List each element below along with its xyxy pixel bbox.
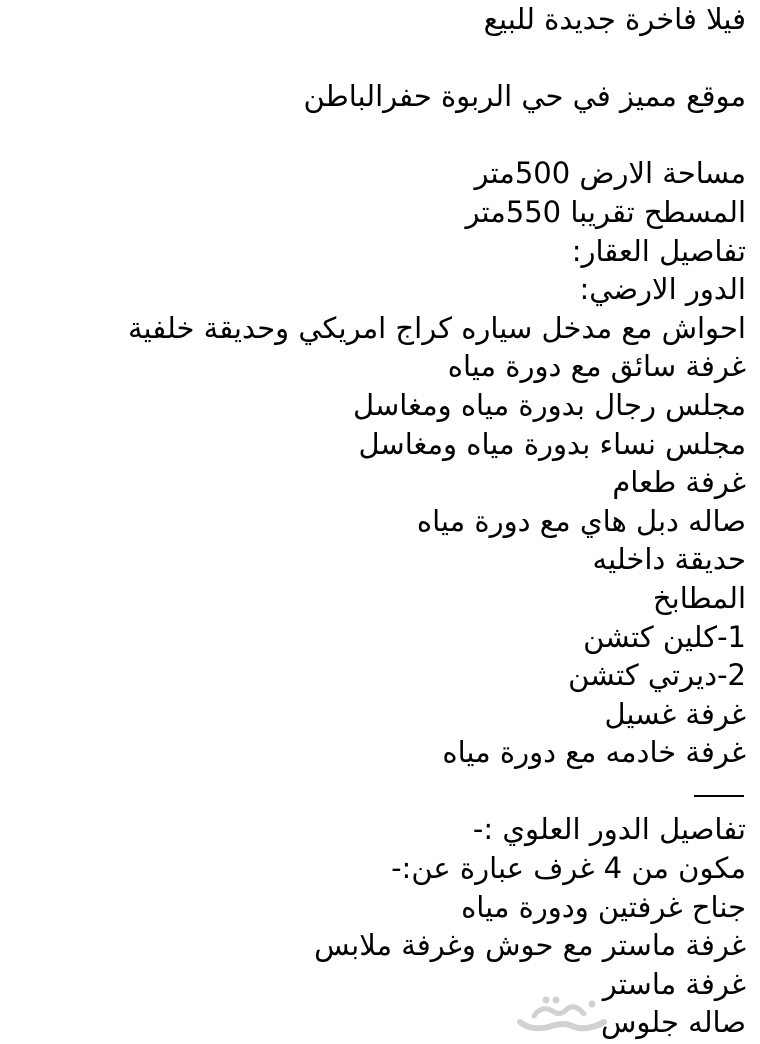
upper-floor-item: جناح غرفتين ودورة مياه [461,889,746,924]
built-area: المسطح تقريبا 550متر [465,194,746,229]
upper-floor-item: غرفة ماستر [602,966,746,1001]
ground-floor-item: غرفة طعام [612,465,746,500]
site-logo-watermark-icon [512,992,612,1036]
upper-floor-heading: تفاصيل الدور العلوي :- [472,812,746,847]
details-heading: تفاصيل العقار: [571,233,746,268]
ground-floor-item: غرفة خادمه مع دورة مياه [442,735,746,770]
ground-floor-item: 1-كلين كتشن [583,619,746,654]
section-divider [10,772,746,811]
upper-floor-item: صاله جلوس [601,1005,746,1040]
listing-location: موقع مميز في حي الربوة حفرالباطن [303,79,746,114]
listing-title: فيلا فاخرة جديدة للبيع [483,2,746,36]
divider-rule [694,795,744,797]
upper-floor-item: غرفة ماستر مع حوش وغرفة ملابس [314,928,746,963]
ground-floor-item: 2-ديرتي كتشن [568,658,746,693]
ground-floor-item: صاله دبل هاي مع دورة مياه [416,503,746,538]
ground-floor-item: مجلس رجال بدورة مياه ومغاسل [353,387,746,422]
ground-floor-item: المطابخ [652,580,746,615]
spacer [10,39,746,78]
ground-floor-heading: الدور الارضي: [579,272,746,307]
ground-floor-item: حديقة داخليه [592,542,746,577]
upper-floor-intro: مكون من 4 غرف عبارة عن:- [391,851,746,886]
ground-floor-item: احواش مع مدخل سياره كراج امريكي وحديقة خلفية [127,310,746,345]
land-area: مساحة الارض 500متر [474,156,746,191]
spacer [10,116,746,155]
ground-floor-item: غرفة غسيل [604,696,746,731]
ground-floor-item: غرفة سائق مع دورة مياه [447,349,746,384]
ground-floor-item: مجلس نساء بدورة مياه ومغاسل [358,426,746,461]
